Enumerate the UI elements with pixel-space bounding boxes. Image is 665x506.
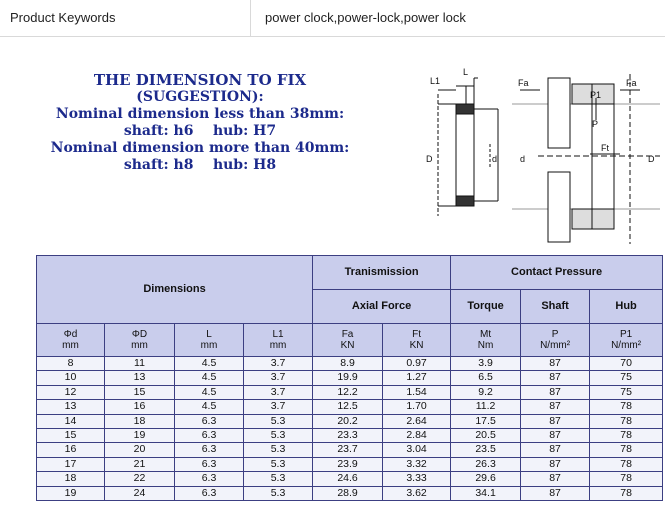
table-cell: 78 bbox=[590, 429, 663, 443]
table-cell: 87 bbox=[521, 385, 590, 399]
label-d-outer: D bbox=[426, 154, 433, 164]
table-cell: 78 bbox=[590, 443, 663, 457]
table-cell: 5.3 bbox=[244, 472, 313, 486]
table-cell: 5.3 bbox=[244, 414, 313, 428]
table-cell: 3.9 bbox=[451, 357, 521, 371]
label-d-inner: d bbox=[492, 154, 498, 164]
spec-line-less-38: Nominal dimension less than 38mm: bbox=[55, 106, 345, 122]
spec-line-fit-1: shaft: h6 hub: H7 bbox=[123, 123, 277, 139]
table-cell: 10 bbox=[37, 371, 105, 385]
col-head: P1 N/mm² bbox=[590, 324, 663, 357]
table-cell: 78 bbox=[590, 400, 663, 414]
table-cell: 87 bbox=[521, 457, 590, 471]
label-p: P bbox=[592, 119, 599, 129]
technical-drawing bbox=[420, 64, 665, 254]
table-cell: 2.64 bbox=[383, 414, 451, 428]
table-row bbox=[37, 371, 663, 385]
fit-suggestion-text bbox=[0, 72, 400, 174]
label-ft: Ft bbox=[601, 143, 609, 153]
table-cell: 4.5 bbox=[175, 400, 244, 414]
header-hub: Hub bbox=[590, 290, 663, 324]
table-cell: 18 bbox=[37, 472, 105, 486]
table-cell: 23.9 bbox=[313, 457, 383, 471]
table-row bbox=[37, 400, 663, 414]
table-cell: 78 bbox=[590, 486, 663, 500]
table-cell: 6.3 bbox=[175, 429, 244, 443]
table-cell: 16 bbox=[37, 443, 105, 457]
table-cell: 28.9 bbox=[313, 486, 383, 500]
table-cell: 3.04 bbox=[383, 443, 451, 457]
label-l1: L1 bbox=[430, 76, 441, 86]
table-cell: 87 bbox=[521, 357, 590, 371]
header-contact-pressure: Contact Pressure bbox=[451, 256, 663, 290]
col-head: P N/mm² bbox=[521, 324, 590, 357]
row-divider bbox=[250, 0, 251, 37]
table-cell: 6.3 bbox=[175, 414, 244, 428]
table-cell: 12.2 bbox=[313, 385, 383, 399]
table-cell: 87 bbox=[521, 371, 590, 385]
table-row bbox=[37, 486, 663, 500]
table-cell: 1.54 bbox=[383, 385, 451, 399]
dimensions-table bbox=[36, 255, 663, 501]
label-d-inner-2: d bbox=[520, 154, 526, 164]
table-cell: 78 bbox=[590, 414, 663, 428]
table-cell: 15 bbox=[105, 385, 175, 399]
header-row-1 bbox=[37, 256, 663, 290]
table-cell: 87 bbox=[521, 486, 590, 500]
header-shaft: Shaft bbox=[521, 290, 590, 324]
table-cell: 11 bbox=[105, 357, 175, 371]
table-cell: 23.3 bbox=[313, 429, 383, 443]
table-cell: 6.3 bbox=[175, 472, 244, 486]
keywords-value: power clock,power-lock,power lock bbox=[265, 10, 466, 25]
table-cell: 9.2 bbox=[451, 385, 521, 399]
table-cell: 20.2 bbox=[313, 414, 383, 428]
table-cell: 34.1 bbox=[451, 486, 521, 500]
table-cell: 4.5 bbox=[175, 385, 244, 399]
table-cell: 24 bbox=[105, 486, 175, 500]
table-cell: 3.7 bbox=[244, 357, 313, 371]
table-cell: 16 bbox=[105, 400, 175, 414]
table-cell: 5.3 bbox=[244, 486, 313, 500]
table-cell: 87 bbox=[521, 429, 590, 443]
table-cell: 17.5 bbox=[451, 414, 521, 428]
table-cell: 19.9 bbox=[313, 371, 383, 385]
header-dimensions: Dimensions bbox=[37, 256, 313, 324]
table-cell: 6.3 bbox=[175, 486, 244, 500]
table-cell: 75 bbox=[590, 371, 663, 385]
units-row bbox=[37, 324, 663, 357]
table-cell: 5.3 bbox=[244, 429, 313, 443]
table-cell: 14 bbox=[37, 414, 105, 428]
table-cell: 3.32 bbox=[383, 457, 451, 471]
table-cell: 3.7 bbox=[244, 385, 313, 399]
table-cell: 19 bbox=[37, 486, 105, 500]
table-cell: 18 bbox=[105, 414, 175, 428]
table-cell: 21 bbox=[105, 457, 175, 471]
table-cell: 19 bbox=[105, 429, 175, 443]
table-cell: 20 bbox=[105, 443, 175, 457]
product-keywords-row bbox=[0, 0, 665, 37]
table-cell: 17 bbox=[37, 457, 105, 471]
spec-line-fit-2: shaft: h8 hub: H8 bbox=[123, 157, 277, 173]
label-d-outer-2: D bbox=[648, 154, 655, 164]
col-head: ΦD mm bbox=[105, 324, 175, 357]
label-fa-right: Fa bbox=[626, 78, 637, 88]
label-l: L bbox=[463, 67, 469, 77]
table-cell: 1.27 bbox=[383, 371, 451, 385]
table-cell: 70 bbox=[590, 357, 663, 371]
table-cell: 3.33 bbox=[383, 472, 451, 486]
keywords-label: Product Keywords bbox=[10, 10, 116, 25]
spec-line-title: THE DIMENSION TO FIX bbox=[93, 71, 307, 89]
label-p1: P1 bbox=[590, 90, 602, 100]
table-cell: 5.3 bbox=[244, 443, 313, 457]
table-cell: 87 bbox=[521, 400, 590, 414]
table-row bbox=[37, 414, 663, 428]
table-cell: 20.5 bbox=[451, 429, 521, 443]
table-cell: 6.3 bbox=[175, 443, 244, 457]
spec-line-suggestion: (SUGGESTION): bbox=[136, 89, 264, 105]
table-cell: 3.7 bbox=[244, 400, 313, 414]
spec-line-more-40: Nominal dimension more than 40mm: bbox=[50, 140, 350, 156]
table-cell: 4.5 bbox=[175, 371, 244, 385]
table-cell: 26.3 bbox=[451, 457, 521, 471]
table-cell: 2.84 bbox=[383, 429, 451, 443]
table-row bbox=[37, 385, 663, 399]
header-axial-force: Axial Force bbox=[313, 290, 451, 324]
table-cell: 8 bbox=[37, 357, 105, 371]
table-cell: 4.5 bbox=[175, 357, 244, 371]
header-transmission: Tranismission bbox=[313, 256, 451, 290]
table-cell: 13 bbox=[37, 400, 105, 414]
table-cell: 12 bbox=[37, 385, 105, 399]
table-cell: 22 bbox=[105, 472, 175, 486]
table-row bbox=[37, 357, 663, 371]
col-head: Ft KN bbox=[383, 324, 451, 357]
table-cell: 12.5 bbox=[313, 400, 383, 414]
table-cell: 78 bbox=[590, 457, 663, 471]
table-body bbox=[37, 357, 663, 501]
table-cell: 8.9 bbox=[313, 357, 383, 371]
table-cell: 23.5 bbox=[451, 443, 521, 457]
table-cell: 3.62 bbox=[383, 486, 451, 500]
table-cell: 6.5 bbox=[451, 371, 521, 385]
table-cell: 0.97 bbox=[383, 357, 451, 371]
table-cell: 87 bbox=[521, 414, 590, 428]
table-cell: 15 bbox=[37, 429, 105, 443]
table-cell: 23.7 bbox=[313, 443, 383, 457]
table-cell: 24.6 bbox=[313, 472, 383, 486]
table-row bbox=[37, 429, 663, 443]
col-head: L mm bbox=[175, 324, 244, 357]
col-head: L1 mm bbox=[244, 324, 313, 357]
table-cell: 87 bbox=[521, 443, 590, 457]
table-row bbox=[37, 443, 663, 457]
col-head: Φd mm bbox=[37, 324, 105, 357]
table-cell: 78 bbox=[590, 472, 663, 486]
table-cell: 6.3 bbox=[175, 457, 244, 471]
table-cell: 87 bbox=[521, 472, 590, 486]
col-head: Fa KN bbox=[313, 324, 383, 357]
table-cell: 29.6 bbox=[451, 472, 521, 486]
table-cell: 11.2 bbox=[451, 400, 521, 414]
col-head: Mt Nm bbox=[451, 324, 521, 357]
table-cell: 5.3 bbox=[244, 457, 313, 471]
table-cell: 1.70 bbox=[383, 400, 451, 414]
table-cell: 75 bbox=[590, 385, 663, 399]
table-row bbox=[37, 472, 663, 486]
label-fa-left: Fa bbox=[518, 78, 529, 88]
table-row bbox=[37, 457, 663, 471]
table-cell: 3.7 bbox=[244, 371, 313, 385]
header-torque: Torque bbox=[451, 290, 521, 324]
table-cell: 13 bbox=[105, 371, 175, 385]
